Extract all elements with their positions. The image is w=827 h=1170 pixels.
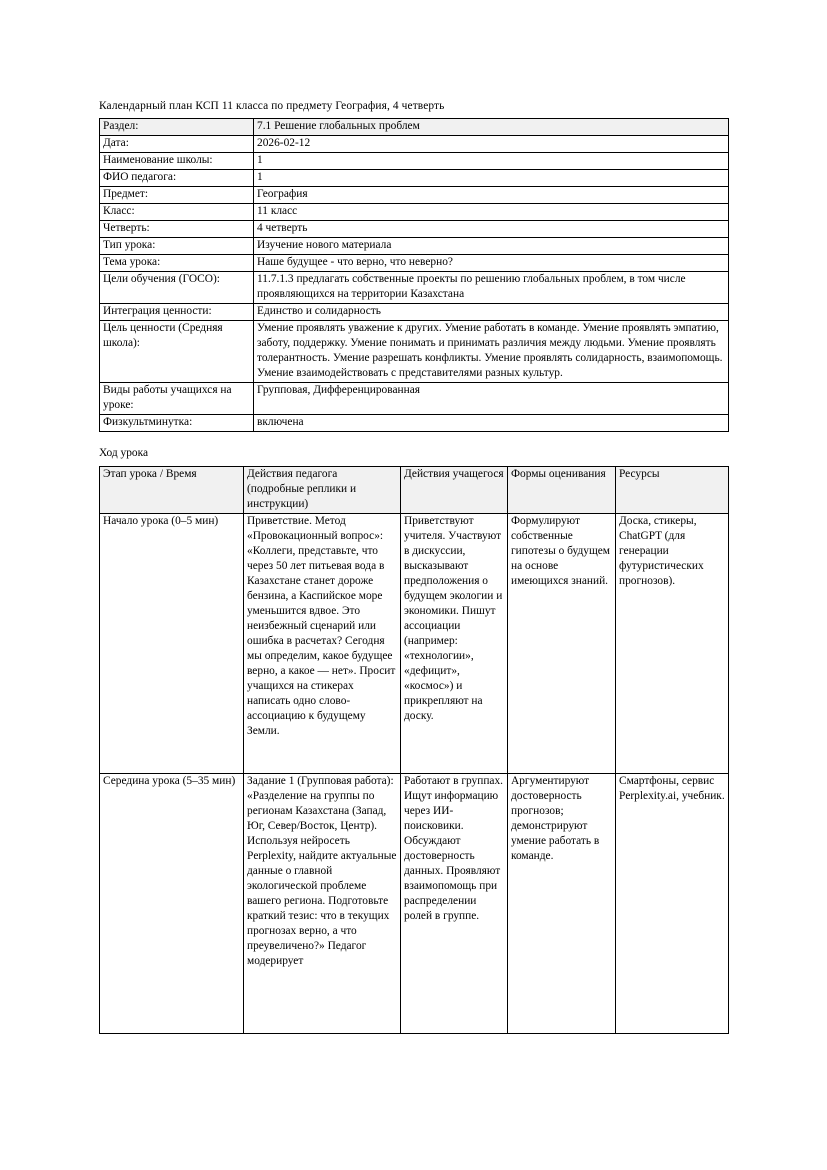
info-row-value: 4 четверть (254, 221, 729, 238)
info-row-value: 11.7.1.3 предлагать собственные проекты по решению глобальных проблем, в том числе проявляющихся на территории Казахстана (254, 272, 729, 304)
info-row-value: Наше будущее - что верно, что неверно? (254, 255, 729, 272)
info-row-value: 1 (254, 153, 729, 170)
info-row-value: География (254, 187, 729, 204)
info-row-label: Тема урока: (100, 255, 254, 272)
table-row (100, 415, 729, 432)
column-header: Формы оценивания (508, 467, 616, 514)
info-row-value: 1 (254, 170, 729, 187)
info-row-value: Умение проявлять уважение к других. Умение работать в команде. Умение проявлять эмпатию, заботу, поддержку. Умение понимать и принимать различия между людьми. Умение проявлять толерантность. Умение разрешать конфликты. Умение проявлять солидарность, взаимопомощь. Умение взаимодействовать с представителями разных культур. (254, 321, 729, 383)
lesson-stage-cell: Начало урока (0–5 мин) (100, 514, 244, 774)
info-row-label: ФИО педагога: (100, 170, 254, 187)
table-row (100, 221, 729, 238)
info-row-label: Физкультминутка: (100, 415, 254, 432)
table-row (100, 153, 729, 170)
resources-cell: Доска, стикеры, ChatGPT (для генерации футуристических прогнозов). (616, 514, 729, 774)
page-title: Календарный план КСП 11 класса по предмету География, 4 четверть (99, 100, 445, 112)
info-row-label: Класс: (100, 204, 254, 221)
info-row-label: Виды работы учащихся на уроке: (100, 383, 254, 415)
student-actions-cell: Работают в группах. Ищут информацию через ИИ-поисковики. Обсуждают достоверность данных. Проявляют взаимопомощь при распределении ролей в группе. (401, 774, 508, 1034)
teacher-actions-cell: Приветствие. Метод «Провокационный вопрос»: «Коллеги, представьте, что через 50 лет питьевая вода в Казахстане станет дороже бензина, а Каспийское море уменьшится вдвое. Это неизбежный сценарий или ошибка в расчетах? Сегодня мы определим, какое будущее верно, а какое — нет». Просит учащихся на стикерах написать одно слово-ассоциацию к будущему Земли. (244, 514, 401, 774)
info-row-value: 2026-02-12 (254, 136, 729, 153)
column-header: Этап урока / Время (100, 467, 244, 514)
table-row (100, 204, 729, 221)
table-row (100, 321, 729, 383)
resources-cell: Смартфоны, сервис Perplexity.ai, учебник. (616, 774, 729, 1034)
table-row (100, 304, 729, 321)
info-row-label: Наименование школы: (100, 153, 254, 170)
info-row-label: Четверть: (100, 221, 254, 238)
lesson-flow-table (99, 466, 729, 1034)
table-row (100, 272, 729, 304)
info-row-value: включена (254, 415, 729, 432)
column-header: Действия педагога (подробные реплики и инструкции) (244, 467, 401, 514)
assessment-forms-cell: Аргументируют достоверность прогнозов; демонстрируют умение работать в команде. (508, 774, 616, 1034)
table-row (100, 187, 729, 204)
table-row (100, 238, 729, 255)
teacher-actions-cell: Задание 1 (Групповая работа): «Разделение на группы по регионам Казахстана (Запад, Юг, Север/Восток, Центр). Используя нейросеть Perplexity, найдите актуальные данные о главной экологической проблеме вашего региона. Подготовьте краткий тезис: что в текущих прогнозах верно, а что преувеличено?» Педагог модерирует (244, 774, 401, 1034)
info-row-label: Тип урока: (100, 238, 254, 255)
table-row (100, 136, 729, 153)
table-row (100, 255, 729, 272)
info-row-label: Цели обучения (ГОСО): (100, 272, 254, 304)
info-row-label: Предмет: (100, 187, 254, 204)
info-row-label: Интеграция ценности: (100, 304, 254, 321)
column-header: Ресурсы (616, 467, 729, 514)
info-row-value: 11 класс (254, 204, 729, 221)
info-row-label: Дата: (100, 136, 254, 153)
lesson-flow-caption: Ход урока (99, 447, 149, 459)
table-row (100, 170, 729, 187)
info-row-label: Цель ценности (Средняя школа): (100, 321, 254, 383)
table-row (100, 383, 729, 415)
table-row (100, 774, 729, 1034)
lesson-info-table (99, 118, 729, 432)
table-row (100, 119, 729, 136)
info-row-label: Раздел: (100, 119, 254, 136)
table-row (100, 514, 729, 774)
info-row-value: Групповая, Дифференцированная (254, 383, 729, 415)
info-row-value: 7.1 Решение глобальных проблем (254, 119, 729, 136)
lesson-stage-cell: Середина урока (5–35 мин) (100, 774, 244, 1034)
table-header-row (100, 467, 729, 514)
info-row-value: Изучение нового материала (254, 238, 729, 255)
student-actions-cell: Приветствуют учителя. Участвуют в дискуссии, высказывают предположения о будущем экологии и экономики. Пишут ассоциации (например: «технологии», «дефицит», «космос») и прикрепляют на доску. (401, 514, 508, 774)
info-row-value: Единство и солидарность (254, 304, 729, 321)
column-header: Действия учащегося (401, 467, 508, 514)
assessment-forms-cell: Формулируют собственные гипотезы о будущем на основе имеющихся знаний. (508, 514, 616, 774)
